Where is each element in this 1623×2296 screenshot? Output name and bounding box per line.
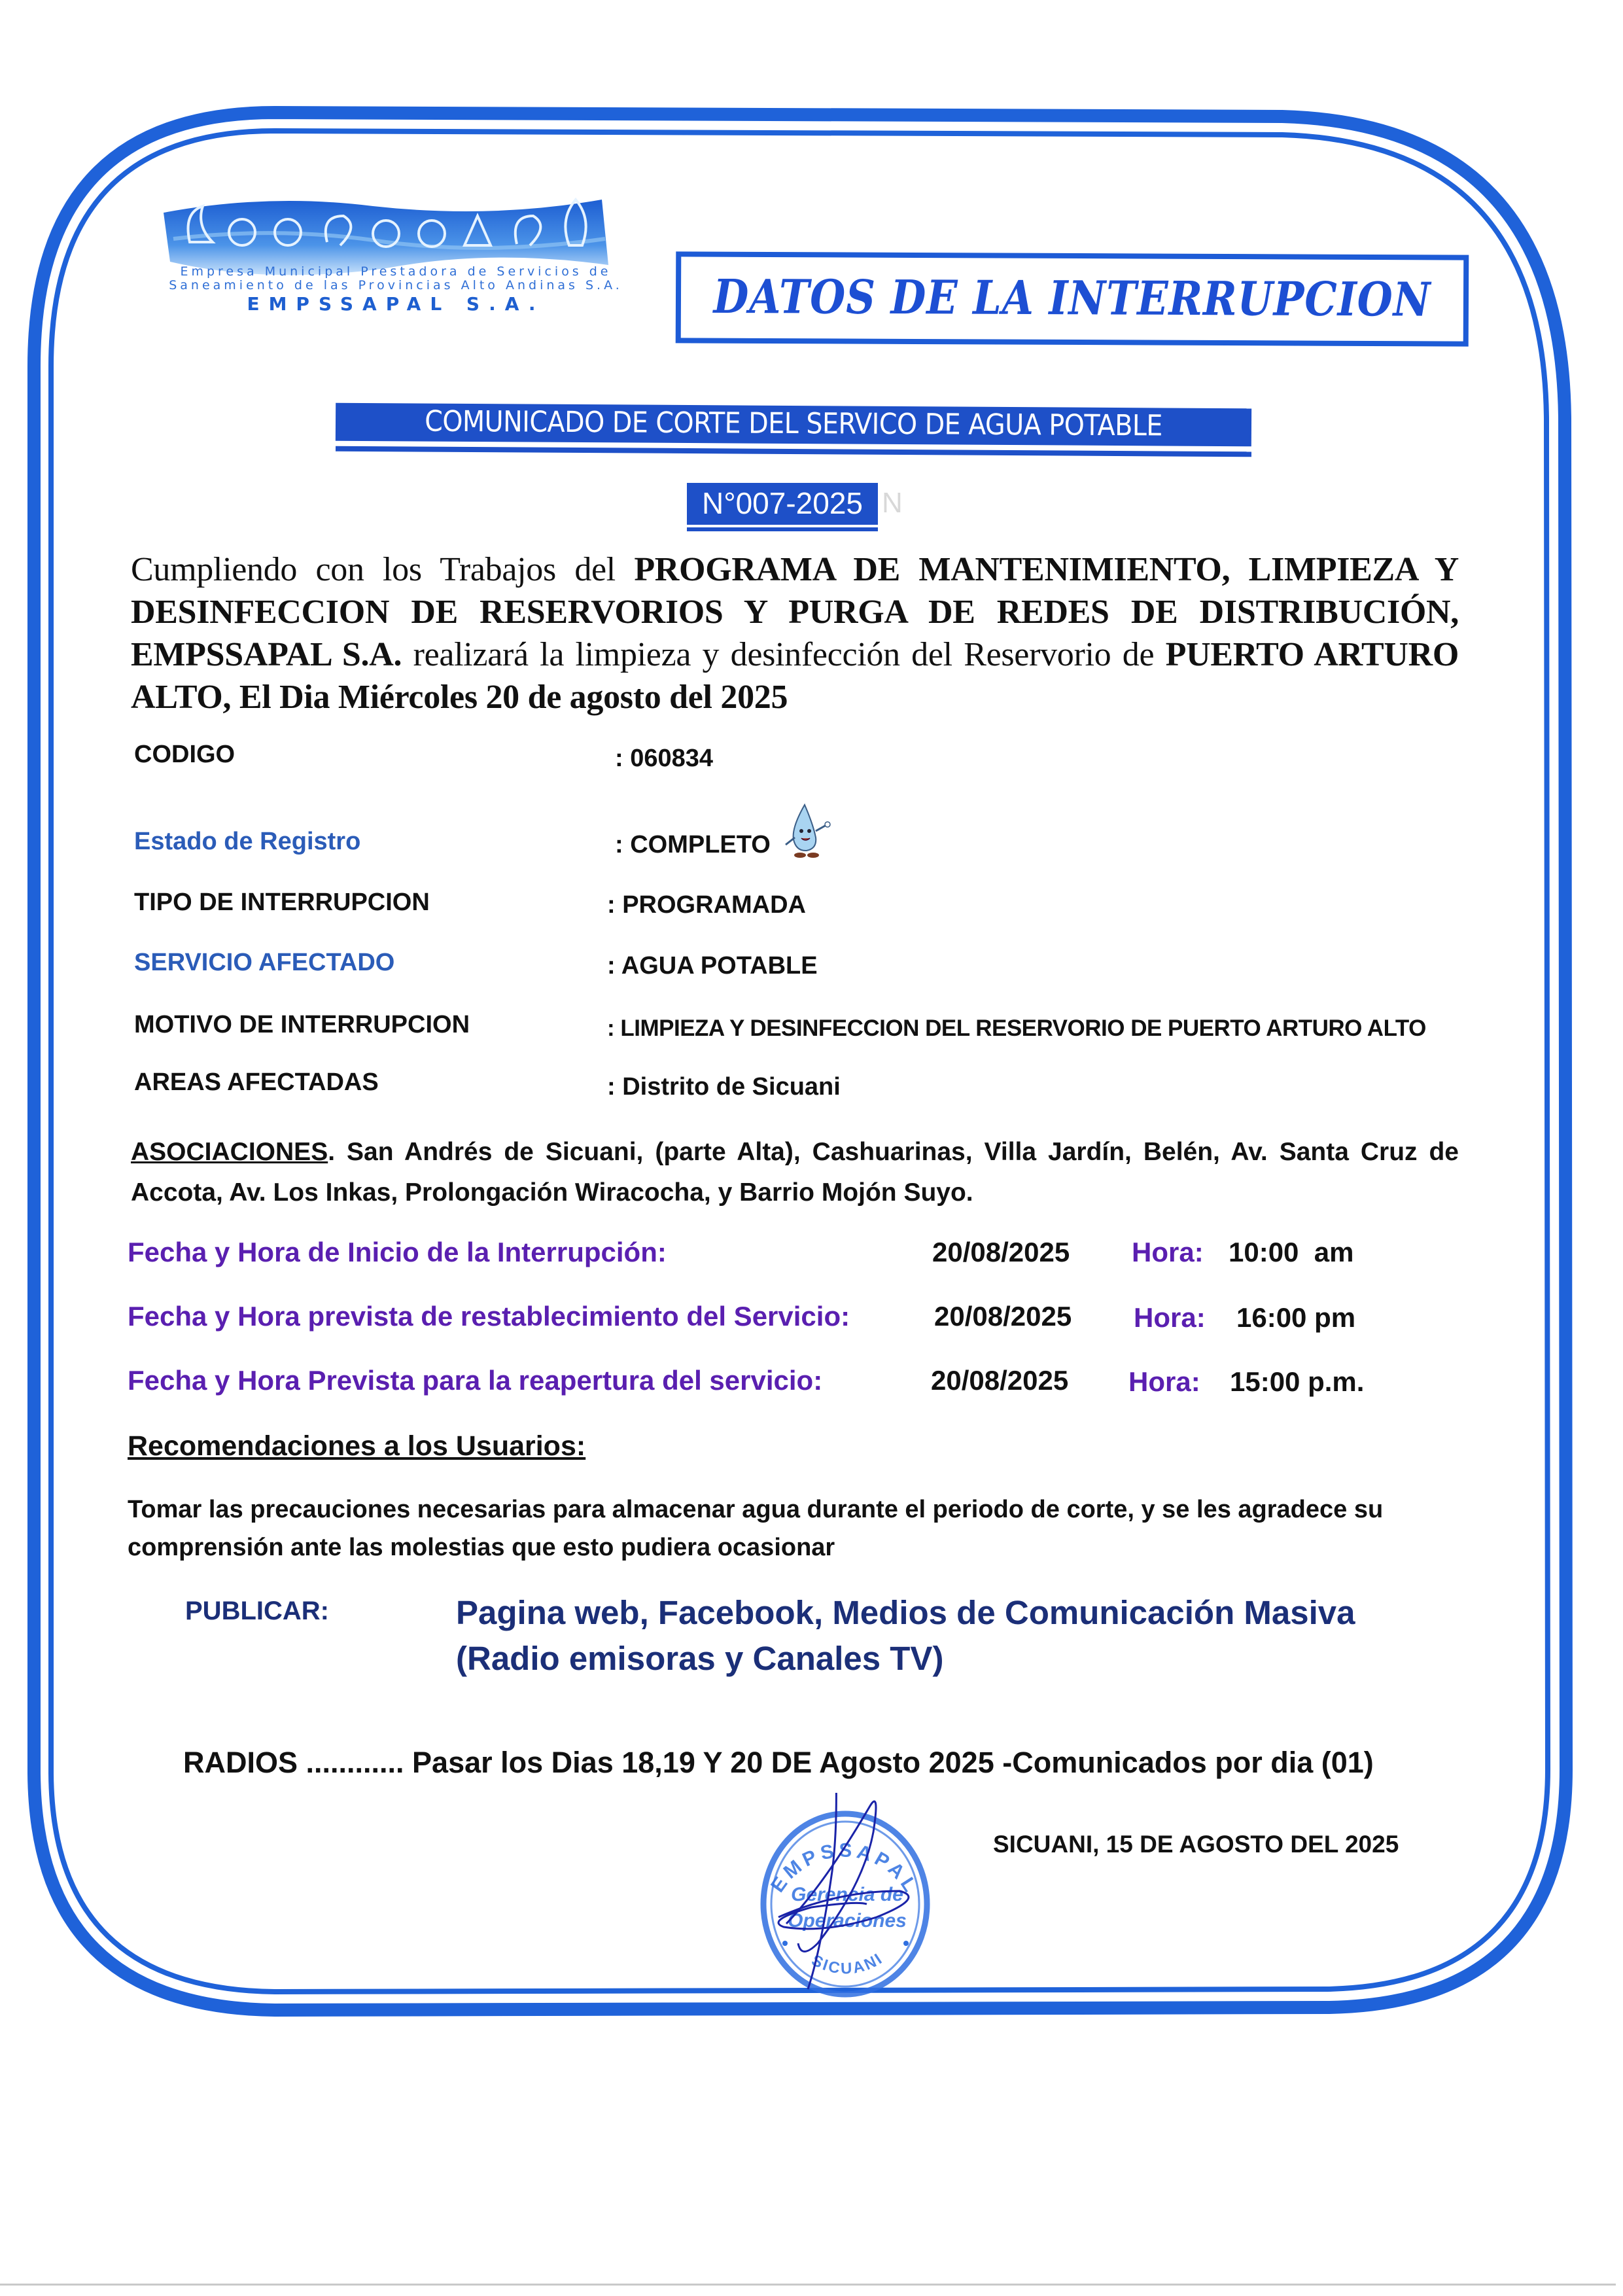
schedule-hora-label-reapertura: Hora: xyxy=(1128,1366,1200,1397)
schedule-hora-label-restablecimiento: Hora: xyxy=(1134,1302,1206,1333)
notice-number: N°007-2025 xyxy=(701,486,863,520)
field-value-codigo: : 060834 xyxy=(615,745,714,772)
field-value-servicio: : AGUA POTABLE xyxy=(607,952,818,980)
field-value-motivo: : LIMPIEZA Y DESINFECCION DEL RESERVORIO DE PUERTO ARTURO ALTO xyxy=(607,1016,1426,1041)
frame-outer-line xyxy=(34,113,1566,2010)
asociaciones-paragraph xyxy=(131,1132,1459,1213)
schedule-time-restablecimiento: 16:00 pm xyxy=(1236,1302,1356,1333)
ghost-mark: N xyxy=(882,487,903,519)
schedule-date-inicio: 20/08/2025 xyxy=(932,1237,1070,1267)
official-stamp xyxy=(739,1793,949,2002)
field-label-areas: AREAS AFECTADAS xyxy=(134,1069,379,1096)
radios-schedule: RADIOS ............ Pasar los Dias 18,19 Y 20 DE Agosto 2025 -Comunicados por dia (01) xyxy=(183,1746,1374,1779)
page-title: DATOS DE LA INTERRUPCION xyxy=(713,269,1431,327)
recommendations-text: Tomar las precauciones necesarias para almacenar agua durante el periodo de corte, y se les agradece su comprensión ante las molestias que esto pudiera ocasionar xyxy=(128,1496,1384,1561)
stamp-middle-line2: Operaciones xyxy=(788,1910,907,1932)
field-value-tipo: : PROGRAMADA xyxy=(607,891,806,919)
stamp-middle-line1: Gerencia de xyxy=(791,1884,903,1905)
schedule-time-inicio: 10:00 am xyxy=(1229,1237,1354,1267)
water-drop-mascot-icon xyxy=(775,802,834,860)
intro-bold-2: PUERTO ARTURO ALTO, El Dia Miércoles 20 de agosto del 2025 xyxy=(131,636,1459,716)
field-label-tipo: TIPO DE INTERRUPCION xyxy=(134,889,430,916)
field-label-servicio: SERVICIO AFECTADO xyxy=(134,949,395,976)
notice-banner xyxy=(336,403,1251,447)
field-label-motivo: MOTIVO DE INTERRUPCION xyxy=(134,1011,470,1038)
schedule-label-inicio: Fecha y Hora de Inicio de la Interrupción: xyxy=(128,1237,667,1267)
asociaciones-label: ASOCIACIONES xyxy=(131,1138,328,1166)
schedule-time-reapertura: 15:00 p.m. xyxy=(1230,1366,1365,1397)
schedule-date-restablecimiento: 20/08/2025 xyxy=(934,1301,1072,1332)
scan-edge-line xyxy=(0,2284,1616,2286)
notice-title: COMUNICADO DE CORTE DEL SERVICO DE AGUA POTABLE xyxy=(425,404,1163,443)
title-box xyxy=(676,251,1469,346)
logo-subtitle xyxy=(167,265,625,292)
recommendations-title: Recomendaciones a los Usuarios: xyxy=(128,1430,586,1462)
schedule-hora-label-inicio: Hora: xyxy=(1132,1237,1204,1267)
logo-company-name: EMPSSAPAL S.A. xyxy=(247,293,545,315)
logo-subtitle-line1: Empresa Municipal Prestadora de Servicios de xyxy=(180,264,612,279)
intro-text-1: Cumpliendo con los Trabajos del xyxy=(131,551,635,588)
intro-text-2: realizará la limpieza y desinfección del Reservorio de xyxy=(402,636,1166,673)
publish-channels: Pagina web, Facebook, Medios de Comunicación Masiva (Radio emisoras y Canales TV) xyxy=(456,1594,1355,1677)
schedule-label-restablecimiento: Fecha y Hora prevista de restablecimiento del Servicio: xyxy=(128,1301,850,1332)
stamp-top-text: EMPSSAPAL xyxy=(767,1839,923,1899)
schedule-label-reapertura: Fecha y Hora Prevista para la reapertura del servicio: xyxy=(128,1365,823,1396)
stamp-bottom-text: SICUANI xyxy=(809,1949,887,1978)
logo-subtitle-line2: Saneamiento de las Provincias Alto Andinas S.A. xyxy=(169,278,623,292)
field-value-areas: : Distrito de Sicuani xyxy=(607,1073,841,1101)
field-label-estado: Estado de Registro xyxy=(134,828,361,855)
notice-number-underline xyxy=(687,527,878,531)
intro-paragraph xyxy=(131,548,1459,718)
field-label-codigo: CODIGO xyxy=(134,741,236,768)
place-and-date: SICUANI, 15 DE AGOSTO DEL 2025 xyxy=(993,1831,1399,1858)
notice-number-box xyxy=(687,483,878,525)
intro-bold-1: PROGRAMA DE MANTENIMIENTO, LIMPIEZA Y DESINFECCION DE RESERVORIOS Y PURGA DE REDES DE DISTRIBUCIÓN, EMPSSAPAL S.A. xyxy=(131,551,1459,673)
publish-label: PUBLICAR: xyxy=(185,1597,329,1625)
asociaciones-text: . San Andrés de Sicuani, (parte Alta), Cashuarinas, Villa Jardín, Belén, Av. Santa Cruz de Accota, Av. Los Inkas, Prolongación Wiracocha, y Barrio Mojón Suyo. xyxy=(131,1138,1459,1207)
field-value-estado: : COMPLETO xyxy=(615,831,771,858)
schedule-date-reapertura: 20/08/2025 xyxy=(931,1365,1069,1396)
